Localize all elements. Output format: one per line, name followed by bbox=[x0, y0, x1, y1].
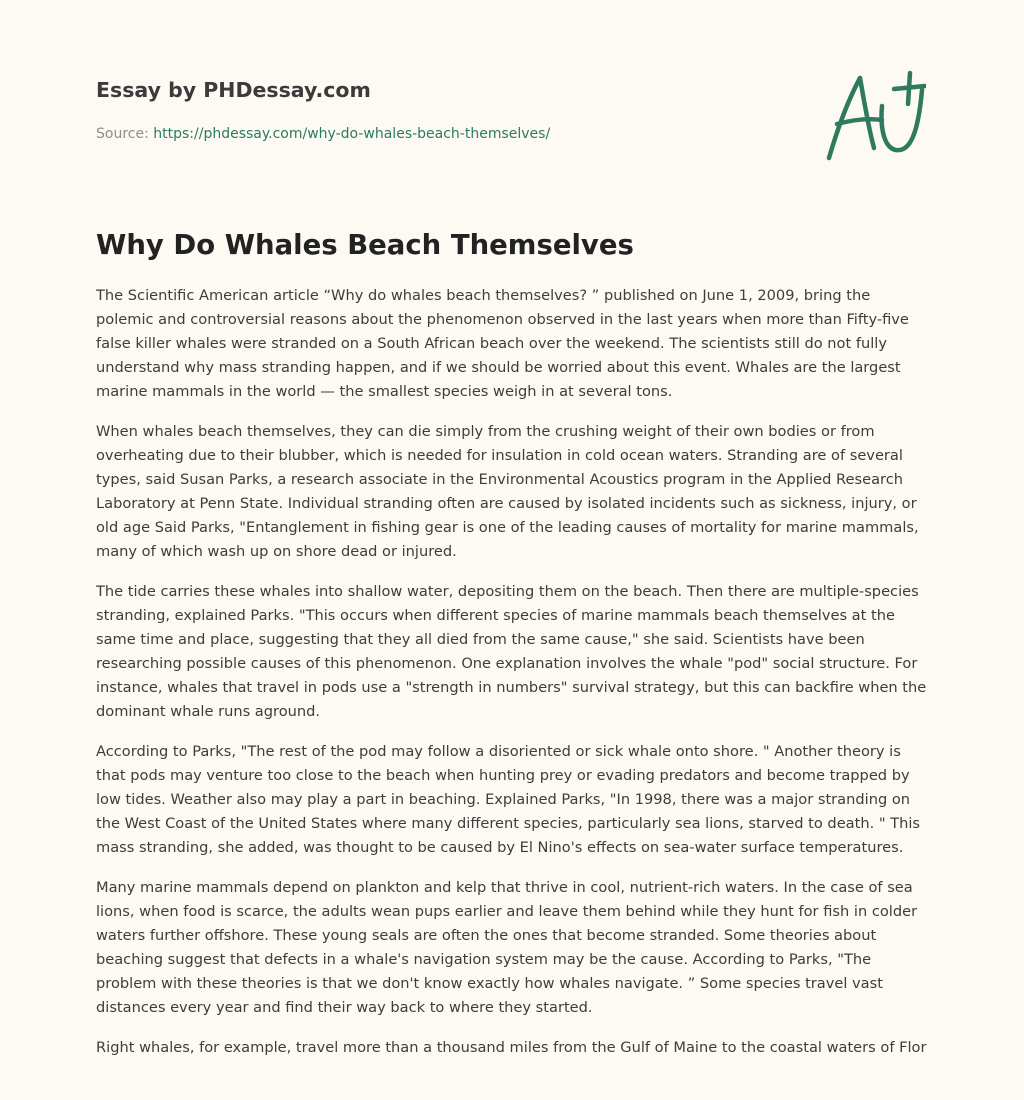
site-brand: Essay by PHDessay.com bbox=[96, 78, 371, 102]
essay-title: Why Do Whales Beach Themselves bbox=[96, 229, 634, 261]
essay-body bbox=[96, 284, 931, 1076]
essay-paragraph: When whales beach themselves, they can die simply from the crushing weight of their own bodies or from overheating due to their blubber, which is needed for insulation in cold ocean waters. Stranding are of several types, said Susan Parks, a research associate in the Environmental Acoustics program in the Applied Research Laboratory at Penn State. Individual stranding often are caused by isolated incidents such as sickness, injury, or old age Said Parks, "Entanglement in fishing gear is one of the leading causes of mortality for marine mammals, many of which wash up on shore dead or injured. bbox=[96, 423, 919, 560]
essay-paragraph: The Scientific American article “Why do whales beach themselves? ” published on June 1, 2009, bring the polemic and controversial reasons about the phenomenon observed in the last years when more than Fifty-five false killer whales were stranded on a South African beach over the weekend. The scientists still do not fully understand why mass stranding happen, and if we should be worried about this event. Whales are the largest marine mammals in the world — the smallest species weigh in at several tons. bbox=[96, 287, 909, 400]
essay-paragraph: The tide carries these whales into shallow water, depositing them on the beach. Then there are multiple-species stranding, explained Parks. "This occurs when different species of marine mammals beach themselves at the same time and place, suggesting that they all died from the same cause," she said. Scientists have been researching possible causes of this phenomenon. One explanation involves the whale "pod" social structure. For instance, whales that travel in pods use a "strength in numbers" survival strategy, but this can backfire when the dominant whale runs aground. bbox=[96, 583, 927, 720]
source-link[interactable]: https://phdessay.com/why-do-whales-beach-themselves/ bbox=[153, 126, 551, 142]
source-line bbox=[96, 124, 696, 144]
page-header bbox=[96, 76, 696, 144]
a-plus-logo-icon bbox=[822, 68, 926, 164]
essay-paragraph: Many marine mammals depend on plankton and kelp that thrive in cool, nutrient-rich waters. In the case of sea lions, when food is scarce, the adults wean pups earlier and leave them behind while they hunt for fish in colder waters further offshore. These young seals are often the ones that become stranded. Some theories about beaching suggest that defects in a whale's navigation system may be the cause. According to Parks, "The problem with these theories is that we don't know exactly how whales navigate. ” Some species travel vast distances every year and find their way back to where they started. bbox=[96, 879, 918, 1016]
source-label: Source: bbox=[96, 126, 154, 142]
essay-paragraph: Right whales, for example, travel more than a thousand miles from the Gulf of Maine to the coastal waters of Flor bbox=[96, 1039, 927, 1056]
essay-paragraph: According to Parks, "The rest of the pod may follow a disoriented or sick whale onto shore. " Another theory is that pods may venture too close to the beach when hunting prey or evading predators and become trapped by low tides. Weather also may play a part in beaching. Explained Parks, "In 1998, there was a major stranding on the West Coast of the United States where many different species, particularly sea lions, starved to death. " This mass stranding, she added, was thought to be caused by El Nino's effects on sea-water surface temperatures. bbox=[96, 743, 921, 856]
